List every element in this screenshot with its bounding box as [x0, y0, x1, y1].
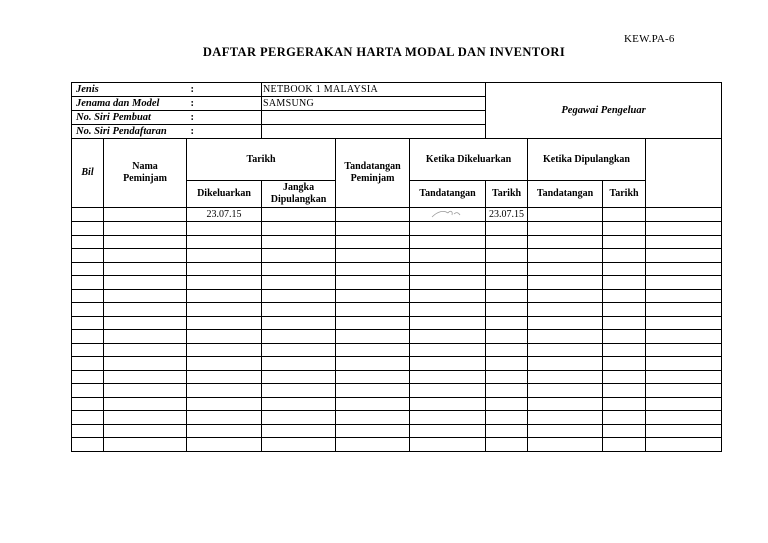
tarikh-keluar-cell [486, 424, 528, 438]
dikeluarkan-cell [187, 235, 262, 249]
nama-cell [104, 343, 187, 357]
bil-cell [72, 357, 104, 371]
nama-cell [104, 222, 187, 236]
siri-pendaftaran-value [262, 125, 486, 139]
jangka-cell [262, 438, 336, 452]
dikeluarkan-cell [187, 303, 262, 317]
tandatangan-pulang-cell [528, 222, 603, 236]
dikeluarkan-cell [187, 316, 262, 330]
tandatangan-peminjam-cell [336, 384, 410, 398]
nama-cell [104, 411, 187, 425]
blank-cell [646, 330, 722, 344]
jangka-cell [262, 249, 336, 263]
tandatangan-keluar-cell [410, 330, 486, 344]
bil-cell [72, 289, 104, 303]
blank-cell [646, 384, 722, 398]
bil-cell [72, 276, 104, 290]
blank-cell [646, 411, 722, 425]
tarikh-keluar-cell [486, 370, 528, 384]
nama-cell [104, 370, 187, 384]
blank-cell [646, 262, 722, 276]
col-ketika-dipulangkan-header: Ketika Dipulangkan [528, 139, 646, 181]
bil-cell [72, 262, 104, 276]
table-row [72, 208, 722, 222]
blank-cell [646, 424, 722, 438]
jangka-cell [262, 303, 336, 317]
tandatangan-peminjam-cell [336, 303, 410, 317]
tarikh-pulang-cell [603, 289, 646, 303]
jangka-cell [262, 424, 336, 438]
nama-cell [104, 235, 187, 249]
bil-cell [72, 424, 104, 438]
nama-cell [104, 438, 187, 452]
tarikh-pulang-cell [603, 222, 646, 236]
tandatangan-peminjam-cell [336, 397, 410, 411]
bil-cell [72, 330, 104, 344]
jangka-cell [262, 411, 336, 425]
jangka-cell [262, 262, 336, 276]
table-row [72, 276, 722, 290]
tandatangan-pulang-cell [528, 330, 603, 344]
tandatangan-pulang-cell [528, 303, 603, 317]
nama-cell [104, 262, 187, 276]
table-row [72, 384, 722, 398]
tarikh-pulang-cell [603, 316, 646, 330]
dikeluarkan-cell [187, 357, 262, 371]
nama-cell [104, 384, 187, 398]
tandatangan-pulang-cell [528, 397, 603, 411]
blank-cell [646, 208, 722, 222]
tandatangan-keluar-cell [410, 424, 486, 438]
jenis-label: Jenis [72, 83, 187, 97]
table-row [72, 235, 722, 249]
tandatangan-keluar-cell [410, 276, 486, 290]
tandatangan-keluar-cell [410, 316, 486, 330]
movement-register-table [71, 82, 722, 452]
dikeluarkan-cell [187, 330, 262, 344]
nama-cell [104, 330, 187, 344]
nama-cell [104, 357, 187, 371]
tarikh-pulang-cell [603, 262, 646, 276]
dikeluarkan-cell [187, 249, 262, 263]
nama-cell [104, 276, 187, 290]
blank-cell [646, 397, 722, 411]
tarikh-pulang-cell [603, 235, 646, 249]
nama-cell [104, 289, 187, 303]
blank-cell [646, 222, 722, 236]
tandatangan-pulang-cell [528, 357, 603, 371]
tandatangan-pulang-cell [528, 384, 603, 398]
tarikh-keluar-cell [486, 303, 528, 317]
blank-cell [646, 289, 722, 303]
tarikh-keluar-cell [486, 262, 528, 276]
tandatangan-keluar-cell [410, 249, 486, 263]
jangka-cell [262, 397, 336, 411]
blank-cell [646, 357, 722, 371]
jenama-colon: : [187, 97, 262, 111]
tandatangan-keluar-cell [410, 262, 486, 276]
pegawai-pengeluar-header: Pegawai Pengeluar [486, 83, 722, 139]
dikeluarkan-cell [187, 289, 262, 303]
col-jangka-header: Jangka Dipulangkan [262, 181, 336, 208]
form-title: DAFTAR PERGERAKAN HARTA MODAL DAN INVENTORI [202, 45, 566, 59]
table-row [72, 424, 722, 438]
tandatangan-keluar-cell [410, 303, 486, 317]
tarikh-pulang-cell [603, 249, 646, 263]
blank-cell [646, 235, 722, 249]
jangka-cell [262, 384, 336, 398]
tandatangan-pulang-cell [528, 411, 603, 425]
tarikh-pulang-cell [603, 330, 646, 344]
tandatangan-keluar-cell [410, 222, 486, 236]
bil-cell [72, 438, 104, 452]
jangka-cell [262, 235, 336, 249]
table-row [72, 438, 722, 452]
tandatangan-pulang-cell [528, 262, 603, 276]
tarikh-pulang-cell [603, 303, 646, 317]
tandatangan-peminjam-cell [336, 411, 410, 425]
tarikh-keluar-cell [486, 343, 528, 357]
table-row [72, 289, 722, 303]
col-tarikh-keluar-header: Tarikh [486, 181, 528, 208]
tandatangan-keluar-cell [410, 438, 486, 452]
tarikh-keluar-cell [486, 249, 528, 263]
tandatangan-peminjam-cell [336, 208, 410, 222]
tarikh-keluar-cell [486, 357, 528, 371]
table-row [72, 343, 722, 357]
tandatangan-keluar-cell [410, 384, 486, 398]
tandatangan-peminjam-cell [336, 276, 410, 290]
bil-cell [72, 397, 104, 411]
tarikh-pulang-cell [603, 208, 646, 222]
jangka-cell [262, 276, 336, 290]
nama-cell [104, 303, 187, 317]
jangka-cell [262, 208, 336, 222]
dikeluarkan-cell [187, 397, 262, 411]
table-row [72, 397, 722, 411]
jenama-label: Jenama dan Model [72, 97, 187, 111]
tandatangan-peminjam-cell [336, 262, 410, 276]
bil-cell [72, 235, 104, 249]
jangka-cell [262, 222, 336, 236]
tandatangan-peminjam-cell [336, 343, 410, 357]
tarikh-pulang-cell [603, 343, 646, 357]
tandatangan-keluar-cell [410, 357, 486, 371]
dikeluarkan-cell [187, 276, 262, 290]
tarikh-keluar-cell [486, 330, 528, 344]
tandatangan-keluar-cell [410, 208, 486, 222]
tarikh-keluar-cell [486, 438, 528, 452]
bil-cell [72, 370, 104, 384]
tandatangan-peminjam-cell [336, 316, 410, 330]
tandatangan-keluar-cell [410, 343, 486, 357]
tandatangan-keluar-cell [410, 370, 486, 384]
blank-cell [646, 303, 722, 317]
tarikh-keluar-cell [486, 316, 528, 330]
tandatangan-peminjam-cell [336, 235, 410, 249]
bil-cell [72, 249, 104, 263]
jangka-cell [262, 330, 336, 344]
tandatangan-peminjam-cell [336, 370, 410, 384]
dikeluarkan-cell [187, 262, 262, 276]
blank-cell [646, 370, 722, 384]
col-blank-header [646, 139, 722, 208]
blank-cell [646, 343, 722, 357]
tarikh-pulang-cell [603, 384, 646, 398]
jenis-value: NETBOOK 1 MALAYSIA [262, 83, 486, 97]
tandatangan-peminjam-cell [336, 357, 410, 371]
tandatangan-keluar-cell [410, 235, 486, 249]
siri-pendaftaran-label: No. Siri Pendaftaran [72, 125, 187, 139]
siri-pembuat-colon: : [187, 111, 262, 125]
tandatangan-keluar-cell [410, 397, 486, 411]
col-ketika-dikeluarkan-header: Ketika Dikeluarkan [410, 139, 528, 181]
bil-cell [72, 343, 104, 357]
dikeluarkan-cell [187, 424, 262, 438]
blank-cell [646, 316, 722, 330]
bil-cell [72, 208, 104, 222]
tandatangan-pulang-cell [528, 289, 603, 303]
table-row [72, 249, 722, 263]
bil-cell [72, 411, 104, 425]
dikeluarkan-cell [187, 222, 262, 236]
tarikh-pulang-cell [603, 411, 646, 425]
tandatangan-pulang-cell [528, 438, 603, 452]
tandatangan-peminjam-cell [336, 438, 410, 452]
tandatangan-pulang-cell [528, 370, 603, 384]
tandatangan-pulang-cell [528, 208, 603, 222]
tarikh-keluar-cell [486, 397, 528, 411]
siri-pembuat-label: No. Siri Pembuat [72, 111, 187, 125]
tandatangan-pulang-cell [528, 343, 603, 357]
siri-pendaftaran-colon: : [187, 125, 262, 139]
jangka-cell [262, 316, 336, 330]
bil-cell [72, 303, 104, 317]
col-tandatangan-peminjam-header: Tandatangan Peminjam [336, 139, 410, 208]
dikeluarkan-cell [187, 343, 262, 357]
col-nama-header: Nama Peminjam [104, 139, 187, 208]
tarikh-pulang-cell [603, 438, 646, 452]
tarikh-pulang-cell [603, 276, 646, 290]
tandatangan-pulang-cell [528, 235, 603, 249]
tandatangan-peminjam-cell [336, 424, 410, 438]
col-tandatangan-pulang-header: Tandatangan [528, 181, 603, 208]
dikeluarkan-cell: 23.07.15 [187, 208, 262, 222]
tarikh-pulang-cell [603, 397, 646, 411]
col-tarikh-header: Tarikh [187, 139, 336, 181]
dikeluarkan-cell [187, 384, 262, 398]
table-row [72, 370, 722, 384]
tandatangan-peminjam-cell [336, 249, 410, 263]
tandatangan-pulang-cell [528, 424, 603, 438]
tarikh-pulang-cell [603, 370, 646, 384]
tandatangan-keluar-cell [410, 289, 486, 303]
tarikh-keluar-cell [486, 235, 528, 249]
nama-cell [104, 208, 187, 222]
nama-cell [104, 316, 187, 330]
nama-cell [104, 424, 187, 438]
signature-icon [428, 208, 468, 218]
tandatangan-pulang-cell [528, 276, 603, 290]
nama-cell [104, 249, 187, 263]
bil-cell [72, 316, 104, 330]
nama-cell [104, 397, 187, 411]
jangka-cell [262, 357, 336, 371]
jangka-cell [262, 343, 336, 357]
bil-cell [72, 384, 104, 398]
tarikh-keluar-cell [486, 276, 528, 290]
tarikh-pulang-cell [603, 357, 646, 371]
table-row [72, 330, 722, 344]
col-dikeluarkan-header: Dikeluarkan [187, 181, 262, 208]
table-row [72, 411, 722, 425]
table-row [72, 303, 722, 317]
tandatangan-pulang-cell [528, 316, 603, 330]
tandatangan-peminjam-cell [336, 289, 410, 303]
blank-cell [646, 249, 722, 263]
tarikh-keluar-cell [486, 222, 528, 236]
table-row [72, 222, 722, 236]
jenama-value: SAMSUNG [262, 97, 486, 111]
bil-cell [72, 222, 104, 236]
col-bil-header: Bil [72, 139, 104, 208]
jangka-cell [262, 289, 336, 303]
table-row [72, 316, 722, 330]
table-row [72, 262, 722, 276]
tarikh-pulang-cell [603, 424, 646, 438]
tarikh-keluar-cell [486, 289, 528, 303]
blank-cell [646, 276, 722, 290]
tandatangan-peminjam-cell [336, 330, 410, 344]
tarikh-keluar-cell [486, 411, 528, 425]
tandatangan-peminjam-cell [336, 222, 410, 236]
jenis-colon: : [187, 83, 262, 97]
dikeluarkan-cell [187, 438, 262, 452]
form-code: KEW.PA-6 [624, 33, 675, 45]
tandatangan-keluar-cell [410, 411, 486, 425]
tarikh-keluar-cell: 23.07.15 [486, 208, 528, 222]
tarikh-keluar-cell [486, 384, 528, 398]
table-row [72, 357, 722, 371]
dikeluarkan-cell [187, 370, 262, 384]
col-tandatangan-keluar-header: Tandatangan [410, 181, 486, 208]
siri-pembuat-value [262, 111, 486, 125]
dikeluarkan-cell [187, 411, 262, 425]
tandatangan-pulang-cell [528, 249, 603, 263]
col-tarikh-pulang-header: Tarikh [603, 181, 646, 208]
blank-cell [646, 438, 722, 452]
jangka-cell [262, 370, 336, 384]
